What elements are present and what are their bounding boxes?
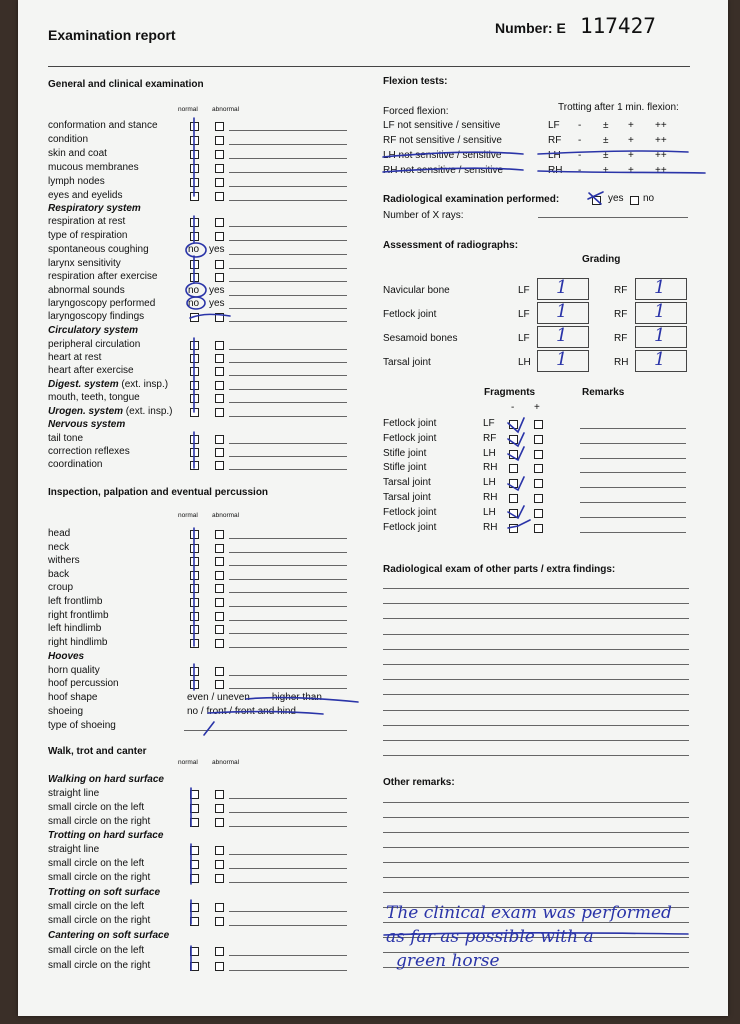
fragment-leg: LF [483, 418, 495, 429]
hoof-higher-than[interactable]: higher than [271, 692, 322, 703]
pen-marks [18, 0, 728, 1016]
flex-leg: RH [548, 165, 563, 176]
row-label: heart at rest [48, 352, 102, 363]
pen-strike-rh [383, 168, 523, 172]
row-label: laryngoscopy findings [48, 311, 145, 322]
row-label: small circle on the left [48, 802, 145, 813]
row-label: eyes and eyelids [48, 190, 123, 201]
flex-grade-3[interactable]: ++ [655, 120, 667, 131]
col-normal: normal [178, 106, 198, 113]
row-label: larynx sensitivity [48, 258, 121, 269]
row-label: croup [48, 582, 74, 594]
row-label: small circle on the right [48, 960, 151, 971]
row-label: left frontlimb [48, 596, 103, 607]
handwritten-line-1: The clinical exam was performed [386, 903, 672, 923]
section-heading: Hooves [48, 651, 85, 662]
row-label: small circle on the left [48, 858, 145, 869]
col-normal: normal [178, 512, 198, 519]
section-heading: Respiratory system [48, 203, 141, 214]
fragment-label: Stifle joint [383, 447, 427, 459]
fragments-label: Fragments [484, 387, 536, 398]
pen-circle-laryngoscopy [187, 297, 205, 309]
row-label: type of shoeing [48, 720, 116, 731]
trotting-after: Trotting after 1 min. flexion: [558, 102, 679, 113]
grade-right-value: 1 [654, 301, 666, 322]
no-option[interactable]: no [188, 285, 200, 296]
pen-strike-shoeing [208, 712, 323, 714]
flex-grade-1[interactable]: ± [603, 150, 609, 161]
flex-grade-1[interactable]: ± [603, 165, 609, 176]
assess-title: Assessment of radiographs: [383, 240, 519, 251]
fragment-label: Fetlock joint [383, 506, 437, 518]
section-heading: Nervous system [48, 419, 126, 430]
hoof-shape-label: hoof shape [48, 692, 98, 703]
section-heading: Cantering on soft surface [48, 930, 170, 941]
xrays-label: Number of X rays: [383, 210, 464, 221]
fragment-label: Fetlock joint [383, 521, 437, 533]
row-label: small circle on the right [48, 915, 151, 926]
number-label: Number: E [495, 20, 566, 36]
grading-label: Grading [582, 254, 621, 265]
row-label: left hindlimb [48, 623, 102, 635]
assess-label: Sesamoid bones [383, 333, 458, 344]
fragment-label: Fetlock joint [383, 432, 437, 444]
row-label: lymph nodes [48, 176, 105, 187]
flex-grade-3[interactable]: ++ [655, 135, 667, 146]
row-label: right frontlimb [48, 609, 109, 621]
pen-underline-2 [384, 933, 688, 935]
pen-checks-fragments [508, 418, 530, 528]
fragment-label: Tarsal joint [383, 492, 431, 503]
flex-leg: RF [548, 135, 562, 146]
grade-left-value: 1 [556, 325, 568, 346]
fragment-leg: LH [483, 447, 496, 459]
assess-label: Navicular bone [383, 285, 450, 296]
assess-left-leg: LH [518, 357, 531, 368]
fragment-leg: RF [483, 432, 497, 444]
row-label: respiration at rest [48, 216, 126, 227]
row-label: small circle on the right [48, 816, 151, 827]
flex-grade-0[interactable]: - [578, 120, 582, 131]
plus-label: + [534, 402, 540, 413]
no-option[interactable]: no [188, 244, 200, 255]
pen-strike-rh-grades [538, 171, 705, 173]
handwritten-line-2: as far as possible with a [386, 927, 594, 947]
row-label: conformation and stance [48, 120, 158, 131]
fragment-label: Stifle joint [383, 462, 427, 474]
forced-flexion: Forced flexion: [383, 106, 449, 117]
radio-yes: yes [608, 193, 624, 204]
other-parts-title: Radiological exam of other parts / extra findings: [383, 564, 616, 575]
flex-grade-0[interactable]: - [578, 165, 582, 176]
flex-row-label: RF not sensitive / sensitive [383, 135, 502, 146]
flex-grade-2[interactable]: + [628, 135, 634, 146]
handwritten-line-3: green horse [396, 951, 500, 971]
row-label: abnormal sounds [48, 285, 125, 296]
grade-left-value: 1 [556, 349, 568, 370]
report-title: Examination report [48, 27, 176, 43]
section-heading-sub: (ext. insp.) [123, 406, 173, 417]
row-label: small circle on the left [48, 901, 145, 912]
fragment-leg: LH [483, 506, 496, 518]
other-remarks-title: Other remarks: [383, 777, 455, 788]
row-label: laryngoscopy performed [48, 298, 156, 309]
hoof-even[interactable]: even / [187, 692, 218, 703]
row-label: coordination [48, 459, 103, 470]
row-label: condition [48, 134, 89, 145]
assess-left-leg: LF [518, 309, 530, 320]
grade-left-value: 1 [556, 301, 568, 322]
assess-left-leg: LF [518, 285, 530, 296]
flex-leg: LH [548, 150, 561, 161]
fragment-leg: RH [483, 462, 498, 474]
row-label: peripheral circulation [48, 339, 141, 350]
number-value: 117427 [580, 14, 656, 38]
shoeing-front[interactable]: front / front and hind [206, 706, 296, 717]
report-sheet [18, 0, 728, 1016]
grade-right-value: 1 [654, 349, 666, 370]
section-heading: Digest. system [48, 379, 119, 390]
row-label: mouth, teeth, tongue [48, 392, 140, 403]
col-normal: normal [178, 759, 198, 766]
assess-left-leg: LF [518, 333, 530, 344]
assess-label: Tarsal joint [383, 357, 431, 368]
flex-grade-2[interactable]: + [628, 150, 634, 161]
fragment-label: Fetlock joint [383, 418, 437, 429]
flex-grade-0[interactable]: - [578, 135, 582, 146]
row-label: right hindlimb [48, 636, 108, 648]
row-label: straight line [48, 788, 100, 799]
assess-right-leg: RF [614, 333, 628, 344]
no-option[interactable]: no [188, 298, 200, 309]
flex-grade-0[interactable]: - [578, 150, 582, 161]
flex-grade-2[interactable]: + [628, 165, 634, 176]
flex-row-label: RH not sensitive / sensitive [383, 165, 504, 176]
row-label: neck [48, 541, 70, 553]
yes-option[interactable]: yes [209, 244, 225, 255]
flex-title: Flexion tests: [383, 76, 448, 87]
row-label: hoof percussion [48, 678, 119, 689]
section-heading: Trotting on hard surface [48, 830, 164, 841]
section-title: Walk, trot and canter [48, 746, 147, 757]
row-label: type of respiration [48, 230, 128, 241]
flex-row-label: LF not sensitive / sensitive [383, 120, 501, 131]
row-label: tail tone [48, 433, 84, 444]
section-heading-sub: (ext. insp.) [118, 379, 169, 390]
pen-strike-findings [190, 314, 230, 318]
row-label: back [48, 568, 70, 580]
row-label: head [48, 528, 71, 539]
flex-grade-3[interactable]: ++ [655, 150, 667, 161]
col-abnormal: abnormal [212, 512, 240, 519]
flex-grade-1[interactable]: ± [603, 135, 609, 146]
row-label: small circle on the left [48, 945, 145, 956]
assess-right-leg: RF [614, 309, 628, 320]
fragment-leg: LH [483, 477, 496, 489]
pen-circle-sounds [186, 283, 206, 297]
assess-label: Fetlock joint [383, 309, 437, 320]
grade-right-value: 1 [654, 325, 666, 346]
remarks-label: Remarks [582, 387, 625, 398]
general-title: General and clinical examination [48, 79, 204, 90]
grade-left-value: 1 [556, 277, 568, 298]
flex-leg: LF [548, 120, 560, 131]
yes-option[interactable]: yes [209, 285, 225, 296]
flex-row-label: LH not sensitive / sensitive [383, 150, 502, 161]
flex-grade-2[interactable]: + [628, 120, 634, 131]
radio-no: no [643, 193, 655, 204]
row-label: straight line [48, 844, 100, 855]
col-abnormal: abnormal [212, 759, 240, 766]
row-label: withers [48, 555, 80, 567]
hoof-uneven[interactable]: uneven [217, 692, 250, 703]
assess-right-leg: RH [614, 357, 629, 368]
flex-grade-1[interactable]: ± [603, 120, 609, 131]
grade-right-value: 1 [654, 277, 666, 298]
assess-right-leg: RF [614, 285, 628, 296]
flex-grade-3[interactable]: ++ [655, 165, 667, 176]
row-label: heart after exercise [48, 365, 134, 376]
section-heading: Walking on hard surface [48, 774, 164, 785]
pen-slash-shoeing-type [204, 722, 214, 735]
row-label: spontaneous coughing [48, 244, 149, 255]
shoeing-no[interactable]: no / [187, 706, 207, 717]
section-heading: Circulatory system [48, 325, 139, 336]
pen-strike-lh [383, 152, 523, 157]
row-label: mucous membranes [48, 162, 139, 173]
row-label: correction reflexes [48, 446, 130, 457]
pen-strike-hoof-shape [246, 698, 358, 702]
fragment-leg: RH [483, 492, 498, 503]
pen-strike-lh-grades [538, 151, 688, 154]
section-heading: Trotting on soft surface [48, 887, 161, 898]
section-title: Inspection, palpation and eventual percussion [48, 487, 269, 498]
row-label: skin and coat [48, 148, 107, 159]
pen-check-radio-yes [588, 192, 603, 204]
shoeing-label: shoeing [48, 706, 84, 717]
minus-label: - [511, 402, 515, 413]
fragment-label: Tarsal joint [383, 477, 431, 489]
pen-circle-coughing [186, 243, 206, 257]
fragment-leg: RH [483, 521, 498, 533]
row-label: respiration after exercise [48, 271, 158, 282]
yes-option[interactable]: yes [209, 298, 225, 309]
section-heading: Urogen. system [48, 406, 124, 417]
radio-performed: Radiological examination performed: [383, 194, 560, 205]
col-abnormal: abnormal [212, 106, 240, 113]
row-label: small circle on the right [48, 872, 151, 883]
row-label: horn quality [48, 665, 100, 676]
